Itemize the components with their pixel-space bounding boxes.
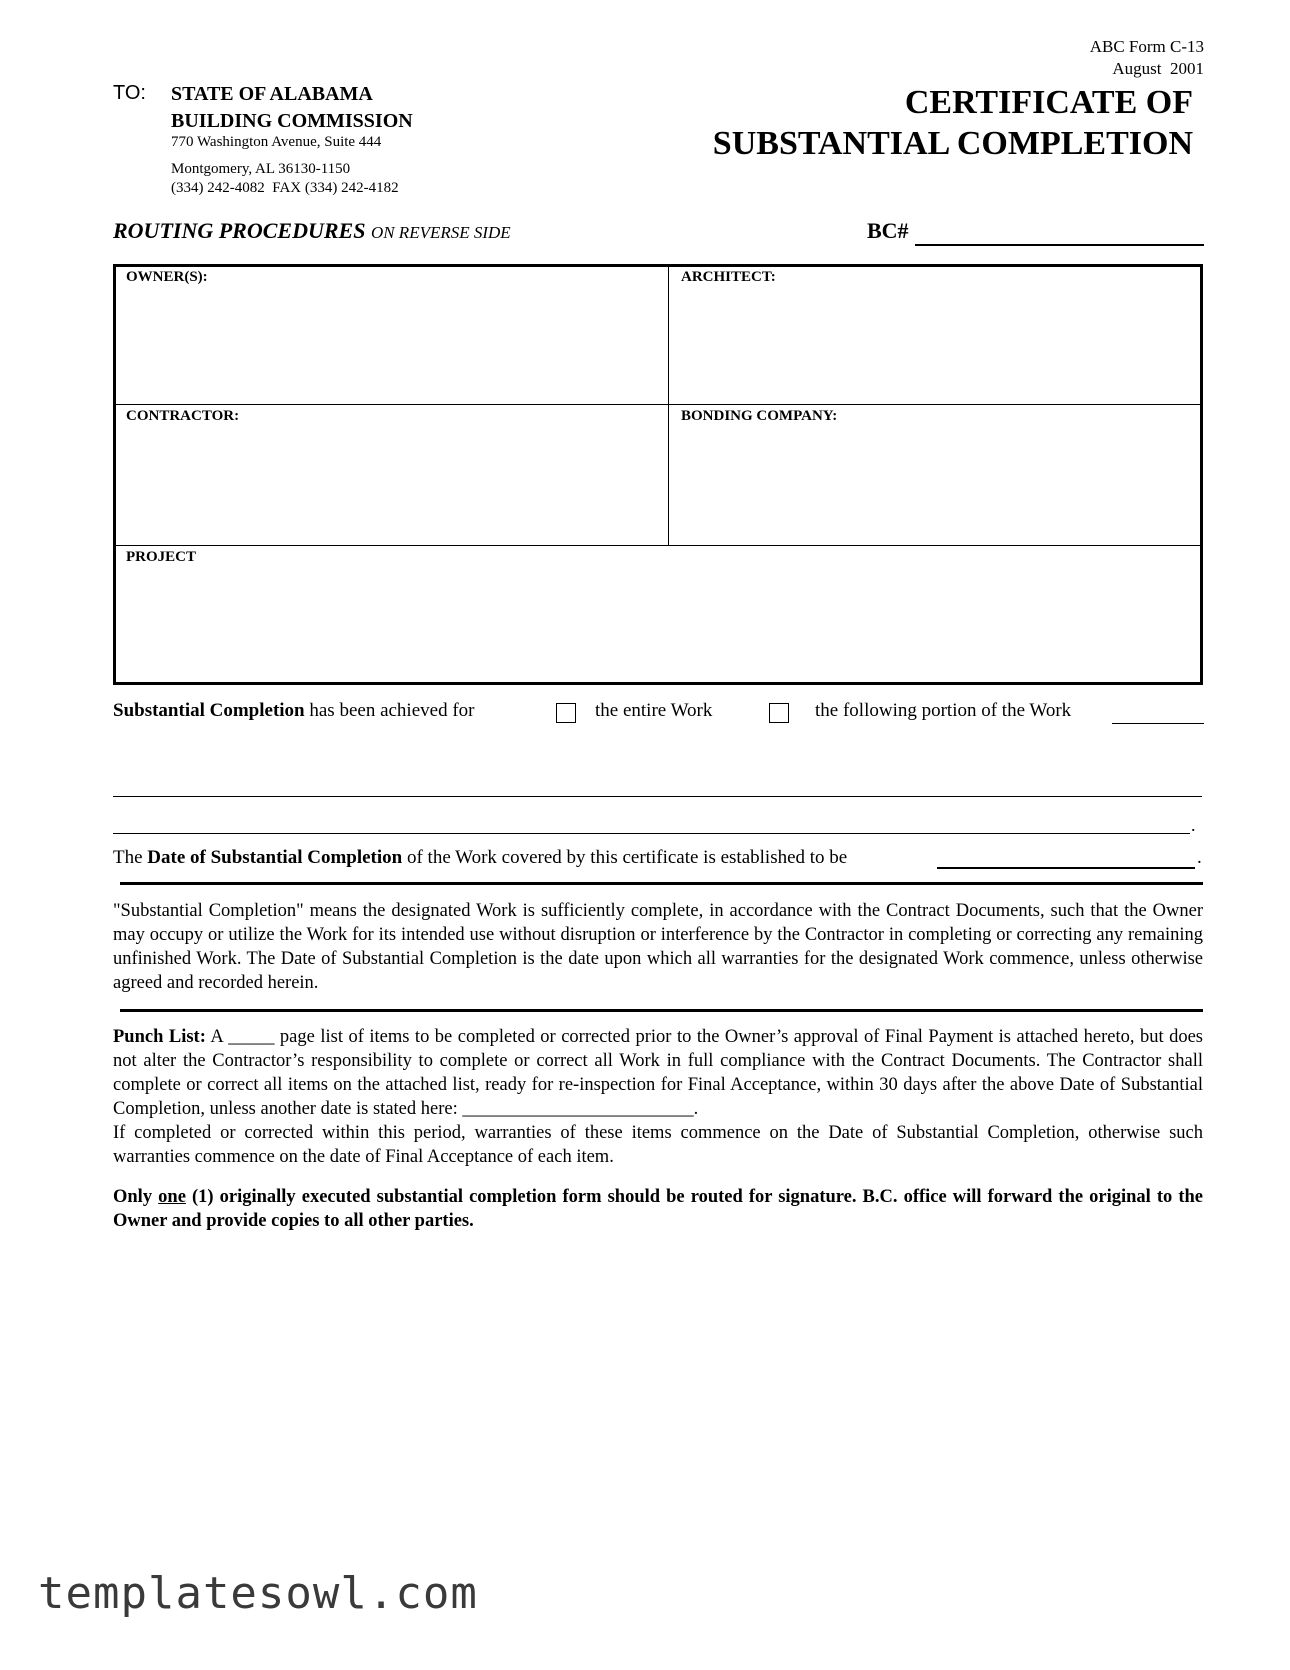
grid-divider-horizontal-1 (114, 404, 1202, 405)
entire-work-label: the entire Work (595, 700, 713, 721)
portion-end-period: . (1191, 815, 1196, 835)
agency-line-1: STATE OF ALABAMA (171, 83, 373, 105)
punch-list-label: Punch List: (113, 1027, 206, 1047)
project-label: PROJECT (126, 549, 197, 565)
date-statement (113, 847, 847, 869)
title-line-1: CERTIFICATE OF (904, 84, 1193, 121)
bonding-company-label: BONDING COMPANY: (681, 408, 838, 424)
date-rest: of the Work covered by this certificate is established to be (406, 847, 848, 868)
section-divider-2 (120, 1009, 1203, 1012)
entire-work-checkbox[interactable] (556, 703, 576, 723)
routing-note-part1: Only (113, 1187, 153, 1207)
grid-divider-vertical (668, 265, 669, 546)
routing-rest: ON REVERSE SIDE (370, 223, 511, 242)
agency-name (171, 81, 413, 135)
owner-label: OWNER(S): (126, 269, 208, 285)
bc-number-label: BC# (867, 218, 909, 243)
agency-line-2: BUILDING COMMISSION (171, 110, 413, 132)
bonding-company-field[interactable] (671, 406, 1201, 544)
grid-divider-horizontal-2 (114, 545, 1202, 546)
watermark-text: templatesowl.com (38, 1568, 478, 1619)
routing-note (113, 1185, 1203, 1233)
routing-note-part2: (1) originally executed substantial completion form should be routed for signature. B.C. office will forward the original to the Owner and provide copies to all other parties. (113, 1187, 1204, 1231)
project-field[interactable] (116, 547, 1201, 682)
punch-list-text-a: A _____ page list of items to be completed or corrected prior to the Owner’s approval of Final Payment is attached hereto, but does not alter the Contractor’s responsibility to complete or correct all Work in full compliance with the Contract Documents. The Contractor shall complete or correct all items on the attached list, ready for re-inspection for Final Acceptance, within 30 days after the above Date of Substantial Completion, unless another date is stated here: _________________________. (113, 1027, 1203, 1119)
definition-paragraph: "Substantial Completion" means the designated Work is sufficiently complete, in accordance with the Contract Documents, such that the Owner may occupy or utilize the Work for its intended use without disruption or interference by the Contractor in completing or correcting any remaining unfinished Work. The Date of Substantial Completion is the date upon which all warranties for the designated Work commence, unless otherwise agreed and recorded herein. (113, 901, 1203, 993)
punch-list-paragraph (113, 1025, 1203, 1169)
owner-field[interactable] (116, 266, 666, 402)
document-title (713, 82, 1193, 164)
punch-list-text-b: If completed or corrected within this period, warranties of these items commence on the Date of Substantial Completion, otherwise such warranties commence on the date of Final Acceptance of each item. (113, 1123, 1203, 1167)
date-prefix: The (113, 847, 143, 868)
completion-statement (113, 700, 474, 722)
bc-number-field[interactable] (915, 244, 1204, 246)
contractor-field[interactable] (116, 406, 666, 544)
form-id (1090, 36, 1204, 80)
portion-description-line-1[interactable] (113, 796, 1202, 797)
form-number: ABC Form C-13 (1089, 37, 1204, 56)
routing-note-underlined: one (158, 1187, 186, 1207)
date-end-period: . (1197, 847, 1202, 868)
date-bold: Date of Substantial Completion (147, 847, 403, 868)
routing-procedures (113, 218, 511, 244)
title-line-2: SUBSTANTIAL COMPLETION (712, 125, 1193, 162)
address-street: 770 Washington Avenue, Suite 444 (171, 134, 382, 150)
section-divider-1 (120, 882, 1203, 885)
completion-date-field[interactable] (937, 867, 1195, 869)
address-phone: (334) 242-4082 FAX (334) 242-4182 (171, 180, 399, 196)
contractor-label: CONTRACTOR: (126, 408, 240, 424)
to-label: TO: (113, 82, 146, 104)
portion-work-checkbox[interactable] (769, 703, 789, 723)
portion-description-field[interactable] (1112, 723, 1204, 724)
address-city: Montgomery, AL 36130-1150 (171, 161, 351, 177)
form-date: August 2001 (1112, 59, 1204, 78)
portion-description-line-2[interactable] (113, 833, 1190, 834)
portion-work-label: the following portion of the Work (815, 700, 1072, 721)
architect-label: ARCHITECT: (681, 269, 776, 285)
completion-lead-rest: has been achieved for (309, 700, 475, 721)
architect-field[interactable] (671, 266, 1201, 402)
completion-lead-bold: Substantial Completion (113, 700, 305, 721)
routing-bold: ROUTING PROCEDURES (113, 218, 366, 243)
